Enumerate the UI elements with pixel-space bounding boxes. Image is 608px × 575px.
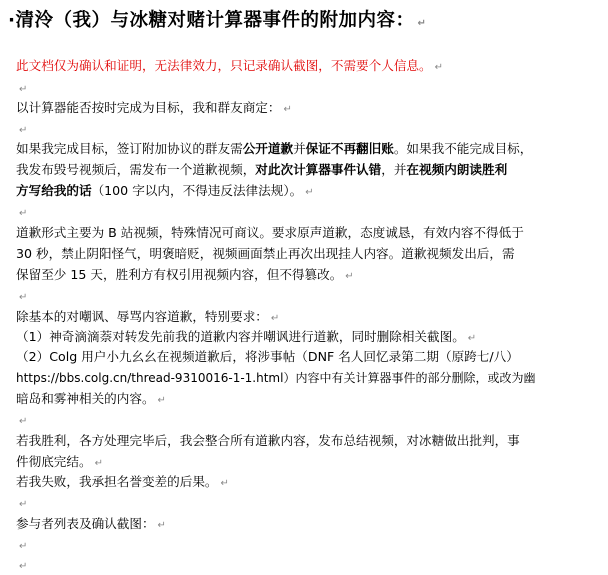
intro-paragraph	[16, 100, 292, 118]
empty-paragraph	[16, 537, 27, 555]
text-run: 30 秒，禁止阴阳怪气，明褒暗贬，视频画面禁止再次出现挂人内容。道歉视频发出后，需	[16, 246, 515, 261]
disclaimer-text: 此文档仅为确认和证明，无法律效力，只记录确认截图，不需要个人信息。	[16, 58, 432, 73]
paragraph-mark-icon: ↵	[345, 271, 354, 282]
paragraph-mark-icon: ↵	[19, 84, 28, 95]
paragraph-mark-icon: ↵	[94, 458, 103, 469]
requirement-2-line-2	[16, 370, 535, 386]
document-title	[8, 6, 426, 32]
text-run: 若我胜利，各方处理完毕后，我会整合所有道歉内容，发布总结视频，对冰糖做出批判，事	[16, 433, 520, 448]
empty-paragraph	[16, 557, 27, 575]
paragraph-mark-icon: ↵	[19, 125, 28, 136]
paragraph-mark-icon: ↵	[417, 18, 427, 29]
text-run: 除基本的对嘲讽、辱骂内容道歉，特别要求：	[16, 309, 268, 324]
text-run: 若我失败，我承担名誉变差的后果。	[16, 474, 218, 489]
paragraph-mark-icon: ↵	[434, 62, 443, 73]
text-run: （1）神奇滴滴萘对转发先前我的道歉内容并嘲讽进行道歉，同时删除相关截图。	[16, 329, 465, 344]
paragraph-mark-icon: ↵	[19, 292, 28, 303]
paragraph-mark-icon: ↵	[270, 313, 280, 324]
bold-run: 公开道歉	[242, 141, 294, 156]
text-run: 如果我完成目标，签订附加协议的群友需	[16, 141, 243, 156]
text-run: 保留至少 15 天，胜利方有权引用视频内容，但不得篡改。	[16, 267, 343, 282]
paragraph-mark-icon: ↵	[220, 478, 229, 489]
title-text: ·清泠（我）与冰糖对赌计算器事件的附加内容：	[8, 10, 415, 31]
text-run: 暗岛和雾神相关的内容。	[16, 391, 155, 406]
outcome-lose	[16, 474, 229, 492]
text-run: 。如果我不能完成目标，	[393, 141, 533, 156]
bold-run: 在视频内朗读胜利	[406, 162, 508, 177]
paragraph-mark-icon: ↵	[283, 104, 292, 115]
paragraph-mark-icon: ↵	[467, 333, 477, 344]
agreement-line-3	[16, 183, 314, 201]
participants-heading	[16, 516, 166, 534]
intro-text: 以计算器能否按时完成为目标，我和群友商定：	[16, 100, 281, 115]
paragraph-mark-icon: ↵	[157, 520, 166, 531]
text-run: 参与者列表及确认截图：	[16, 516, 155, 531]
paragraph-mark-icon: ↵	[157, 395, 166, 406]
text-run: 件彻底完结。	[16, 454, 92, 469]
paragraph-mark-icon: ↵	[19, 561, 28, 572]
paragraph-mark-icon: ↵	[19, 416, 28, 427]
paragraph-mark-icon: ↵	[305, 187, 314, 198]
outcome-win-line-1	[16, 433, 520, 449]
apology-form-line-1	[16, 225, 524, 241]
requirement-2-line-1	[16, 349, 519, 365]
paragraph-mark-icon: ↵	[19, 208, 28, 219]
text-run: https://bbs.colg.cn/thread-9310016-1-1.html）内容中有关计算器事件的部分删除，或改为幽	[16, 371, 536, 385]
text-run: ，并	[381, 162, 407, 177]
requirement-2-line-3	[16, 391, 166, 409]
apology-form-line-2	[16, 246, 515, 262]
bold-run: 方写给我的话	[16, 183, 92, 198]
text-run: （2）Colg 用户小九幺幺在视频道歉后，将涉事帖（DNF 名人回忆录第二期（原跨七/八）	[16, 349, 519, 364]
apology-form-line-3	[16, 267, 354, 285]
bold-run: 保证不再翻旧账	[305, 141, 394, 156]
empty-paragraph	[16, 121, 27, 139]
empty-paragraph	[16, 495, 27, 513]
empty-paragraph	[16, 288, 27, 306]
text-run: 并	[293, 141, 306, 156]
paragraph-mark-icon: ↵	[19, 499, 28, 510]
empty-paragraph	[16, 204, 27, 222]
outcome-win-line-2	[16, 454, 103, 472]
requirement-1	[16, 329, 476, 347]
text-run: 道歉形式主要为 B 站视频，特殊情况可商议。要求原声道歉，态度诚恳，有效内容不得低于	[16, 225, 524, 240]
paragraph-mark-icon: ↵	[19, 541, 28, 552]
special-requirements-heading	[16, 309, 279, 327]
text-run: （100 字以内，不得违反法律法规）。	[91, 183, 303, 198]
empty-paragraph	[16, 412, 27, 430]
agreement-line-1	[16, 141, 532, 157]
bold-run: 对此次计算器事件认错	[255, 162, 382, 177]
text-run: 我发布毁号视频后，需发布一个道歉视频，	[16, 162, 256, 177]
agreement-line-2	[16, 162, 507, 178]
disclaimer-notice	[16, 58, 443, 76]
empty-paragraph	[16, 80, 27, 98]
